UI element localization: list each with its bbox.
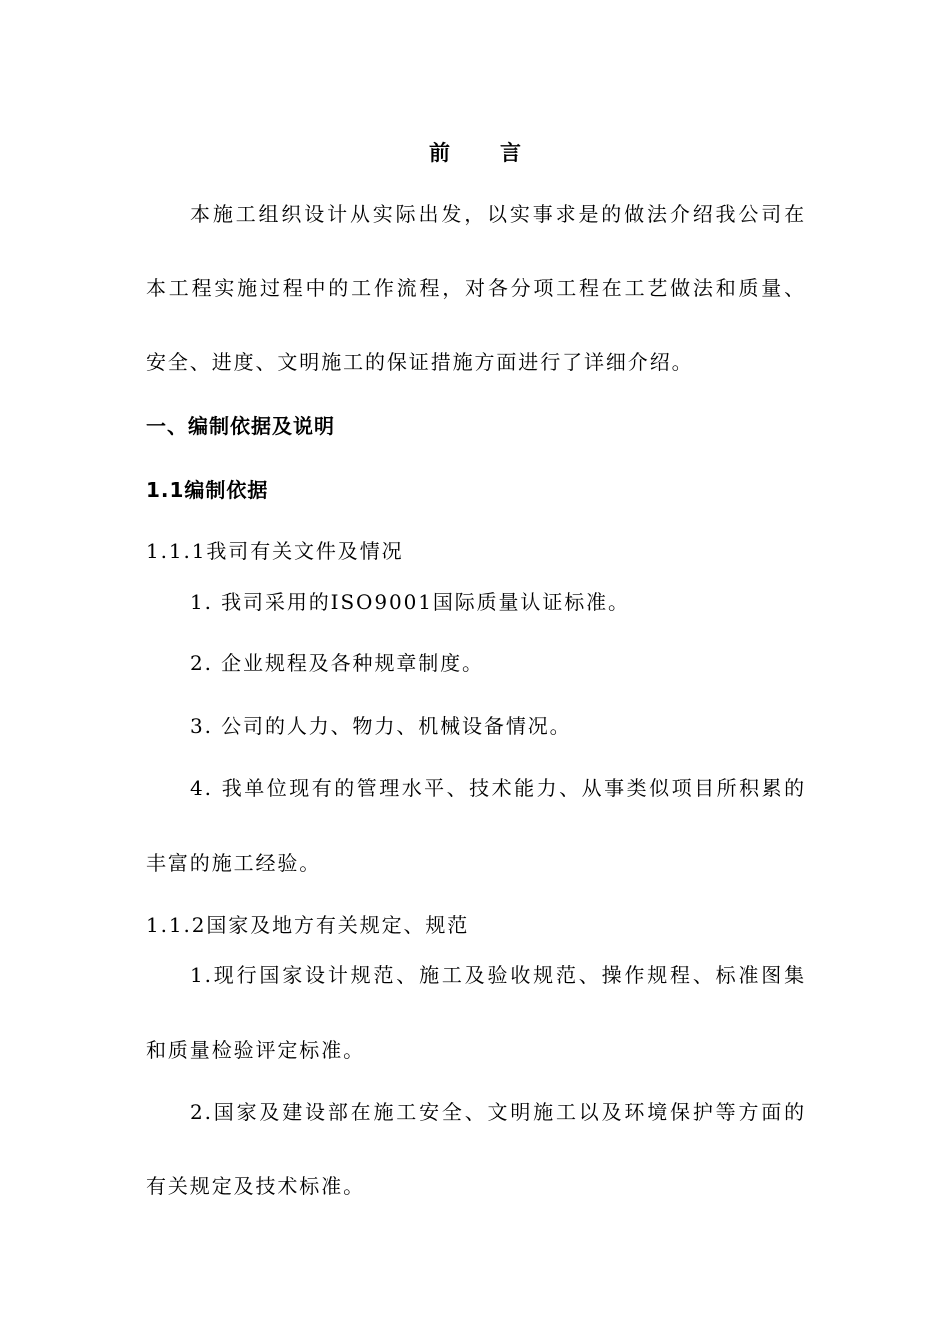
list-item: 4. 我单位现有的管理水平、技术能力、从事类似项目所积累的 <box>190 776 806 800</box>
section-1-1-heading: 1.1编制依据 <box>146 478 269 502</box>
title-char-1: 前 <box>429 141 450 165</box>
list-item-continuation: 和质量检验评定标准。 <box>146 1038 365 1062</box>
list-item-continuation: 丰富的施工经验。 <box>146 851 322 875</box>
list-item: 3. 公司的人力、物力、机械设备情况。 <box>190 714 572 738</box>
preface-line-1: 本施工组织设计从实际出发，以实事求是的做法介绍我公司在 <box>190 202 806 226</box>
list-item: 2.国家及建设部在施工安全、文明施工以及环境保护等方面的 <box>190 1100 806 1124</box>
preface-line-2: 本工程实施过程中的工作流程，对各分项工程在工艺做法和质量、 <box>146 276 806 300</box>
list-item: 1. 我司采用的ISO9001国际质量认证标准。 <box>190 590 630 614</box>
section-1-1-1-heading: 1.1.1我司有关文件及情况 <box>146 539 404 563</box>
list-item: 2. 企业规程及各种规章制度。 <box>190 651 484 675</box>
section-1-1-2-heading: 1.1.2国家及地方有关规定、规范 <box>146 913 470 937</box>
page-title <box>0 138 950 168</box>
section-1-heading: 一、编制依据及说明 <box>146 414 335 438</box>
list-item: 1.现行国家设计规范、施工及验收规范、操作规程、标准图集 <box>190 963 806 987</box>
preface-line-3: 安全、进度、文明施工的保证措施方面进行了详细介绍。 <box>146 350 694 374</box>
title-char-2: 言 <box>500 141 521 165</box>
list-item-continuation: 有关规定及技术标准。 <box>146 1174 365 1198</box>
